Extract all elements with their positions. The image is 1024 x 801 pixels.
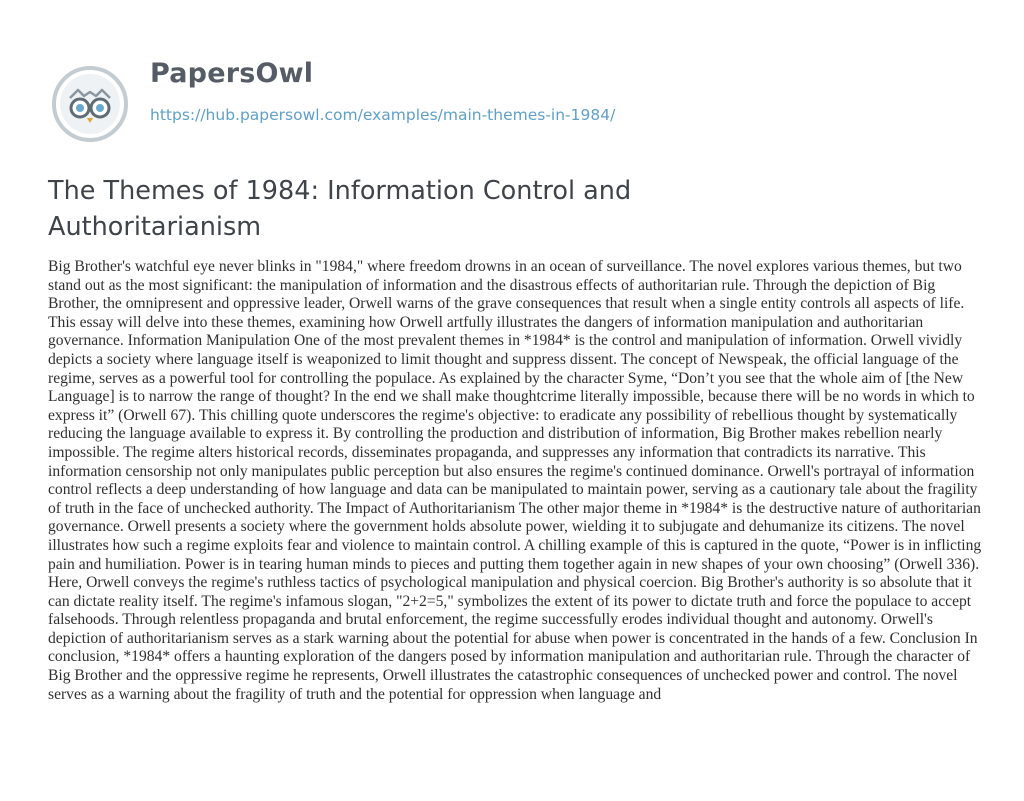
page-title: The Themes of 1984: Information Control and Authoritarianism bbox=[48, 176, 632, 242]
brand-name[interactable]: PapersOwl bbox=[150, 58, 314, 89]
owl-logo-icon bbox=[48, 62, 132, 146]
site-header bbox=[48, 50, 978, 140]
source-url-link[interactable]: https://hub.papersowl.com/examples/main-themes-in-1984/ bbox=[150, 106, 616, 124]
article-body: Big Brother's watchful eye never blinks in "1984," where freedom drowns in an ocean of surveillance. The novel explores various themes, but two stand out as the most significant: the manipulation of information and the disastrous effects of authoritarian rule. Through the depiction of Big Brother, the omnipresent and oppressive leader, Orwell warns of the grave consequences that result when a single entity controls all aspects of life. This essay will delve into these themes, examining how Orwell artfully illustrates the dangers of information manipulation and authoritarian governance. Information Manipulation One of the most prevalent themes in *1984* is the control and manipulation of information. Orwell vividly depicts a society where language itself is weaponized to limit thought and suppress dissent. The concept of Newspeak, the official language of the regime, serves as a powerful tool for controlling the populace. As explained by the character Syme, “Don’t you see that the whole aim of [the New Language] is to narrow the range of thought? In the end we shall make thoughtcrime literally impossible, because there will be no words in which to express it” (Orwell 67). This chilling quote underscores the regime's objective: to eradicate any possibility of rebellious thought by systematically reducing the language available to express it. By controlling the production and distribution of information, Big Brother makes rebellion nearly impossible. The regime alters historical records, disseminates propaganda, and suppresses any information that contradicts its narrative. This information censorship not only manipulates public perception but also ensures the regime's continued dominance. Orwell's portrayal of information control reflects a deep understanding of how language and data can be manipulated to maintain power, serving as a cautionary tale about the fragility of truth in the face of unchecked authority. The Impact of Authoritarianism The other major theme in *1984* is the destructive nature of authoritarian governance. Orwell presents a society where the government holds absolute power, wielding it to subjugate and dehumanize its citizens. The novel illustrates how such a regime exploits fear and violence to maintain control. A chilling example of this is captured in the quote, “Power is in inflicting pain and humiliation. Power is in tearing human minds to pieces and putting them together again in new shapes of your own choosing” (Orwell 336). Here, Orwell conveys the regime's ruthless tactics of psychological manipulation and physical coercion. Big Brother's authority is so absolute that it can dictate reality itself. The regime's infamous slogan, "2+2=5," symbolizes the extent of its power to dictate truth and force the populace to accept falsehoods. Through relentless propaganda and brutal enforcement, the regime successfully erodes individual thought and autonomy. Orwell's depiction of authoritarianism serves as a stark warning about the potential for abuse when power is concentrated in the hands of a few. Conclusion In conclusion, *1984* offers a haunting exploration of the dangers posed by information manipulation and authoritarian rule. Through the character of Big Brother and the oppressive regime he represents, Orwell illustrates the catastrophic consequences of unchecked power and control. The novel serves as a warning about the fragility of truth and the potential for oppression when language and bbox=[48, 258, 982, 703]
